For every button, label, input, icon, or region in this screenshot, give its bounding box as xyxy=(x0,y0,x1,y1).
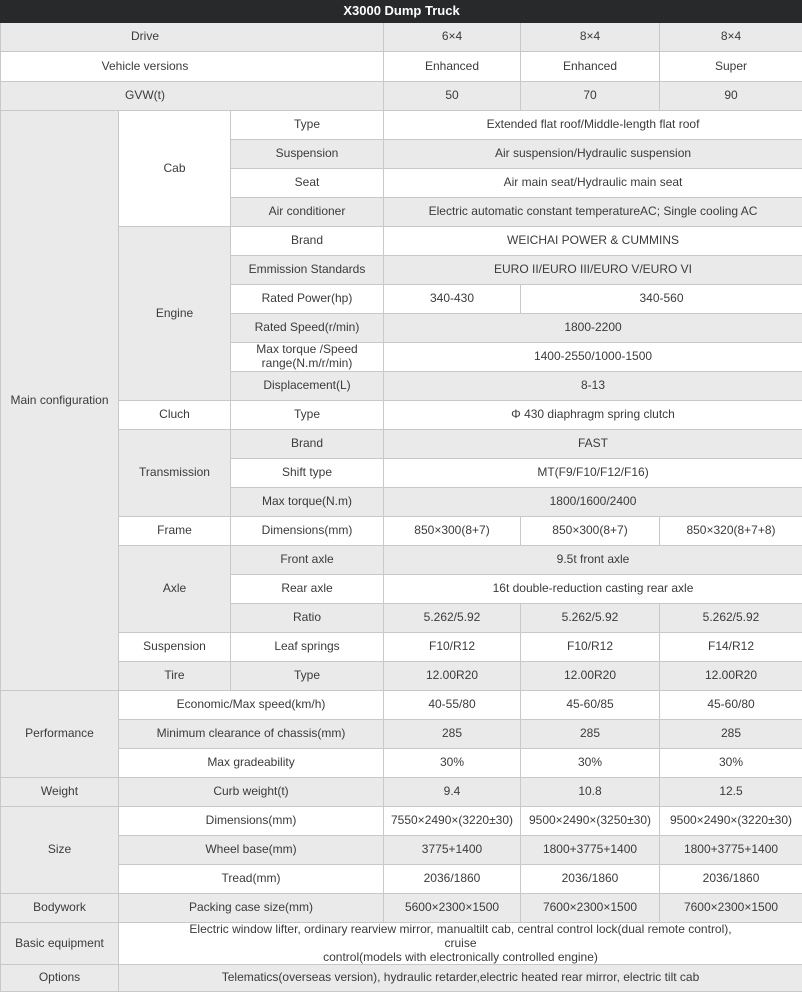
table-row xyxy=(1,82,802,111)
spec-value: 1800+3775+1400 xyxy=(660,836,802,865)
category-cell-performance: Performance xyxy=(1,691,119,778)
spec-value: 90 xyxy=(660,82,802,111)
spec-value: EURO II/EURO III/EURO V/EURO VI xyxy=(384,256,802,285)
spec-label: Ratio xyxy=(231,604,384,633)
category-cell-basic-equipment: Basic equipment xyxy=(1,923,119,965)
table-row xyxy=(1,865,802,894)
category-cell-size: Size xyxy=(1,807,119,894)
spec-label: Air conditioner xyxy=(231,198,384,227)
category-cell-options: Options xyxy=(1,965,119,992)
spec-label: Shift type xyxy=(231,459,384,488)
basic-equipment-line2: control(models with electronically controlled engine) xyxy=(174,951,747,965)
spec-value: Enhanced xyxy=(521,52,660,82)
spec-value: WEICHAI POWER & CUMMINS xyxy=(384,227,802,256)
spec-value: 285 xyxy=(521,720,660,749)
spec-value: F10/R12 xyxy=(384,633,521,662)
spec-value: 8-13 xyxy=(384,372,802,401)
spec-label: Leaf springs xyxy=(231,633,384,662)
spec-value: 8×4 xyxy=(660,23,802,52)
spec-value: 30% xyxy=(521,749,660,778)
spec-label: Emmission Standards xyxy=(231,256,384,285)
spec-label: Seat xyxy=(231,169,384,198)
table-row xyxy=(1,1,802,23)
spec-value: 285 xyxy=(384,720,521,749)
spec-value: 12.5 xyxy=(660,778,802,807)
section-cell-engine: Engine xyxy=(119,227,231,401)
spec-value: 3775+1400 xyxy=(384,836,521,865)
table-row xyxy=(1,749,802,778)
spec-label: Dimensions(mm) xyxy=(119,807,384,836)
table-row xyxy=(1,633,802,662)
spec-label: Brand xyxy=(231,430,384,459)
spec-value: 2036/1860 xyxy=(521,865,660,894)
spec-label: Drive xyxy=(1,23,384,52)
spec-value: Air suspension/Hydraulic suspension xyxy=(384,140,802,169)
spec-value: MT(F9/F10/F12/F16) xyxy=(384,459,802,488)
spec-label: Vehicle versions xyxy=(1,52,384,82)
spec-label: Dimensions(mm) xyxy=(231,517,384,546)
spec-value: 2036/1860 xyxy=(660,865,802,894)
spec-value: 9.4 xyxy=(384,778,521,807)
spec-value: Φ 430 diaphragm spring clutch xyxy=(384,401,802,430)
spec-label: Max torque(N.m) xyxy=(231,488,384,517)
spec-value: 5.262/5.92 xyxy=(521,604,660,633)
spec-value: 1400-2550/1000-1500 xyxy=(384,343,802,372)
table-row xyxy=(1,23,802,52)
spec-value: 340-560 xyxy=(521,285,802,314)
spec-label: Suspension xyxy=(231,140,384,169)
spec-value: 40-55/80 xyxy=(384,691,521,720)
spec-value: 30% xyxy=(384,749,521,778)
basic-equipment-line1: Electric window lifter, ordinary rearview mirror, manualtilt cab, central control lock(dual remote control), cruise xyxy=(174,923,747,951)
spec-value: 5600×2300×1500 xyxy=(384,894,521,923)
spec-value: 2036/1860 xyxy=(384,865,521,894)
spec-label: Type xyxy=(231,401,384,430)
spec-value: Enhanced xyxy=(384,52,521,82)
table-row xyxy=(1,111,802,140)
category-cell-bodywork: Bodywork xyxy=(1,894,119,923)
table-row xyxy=(1,836,802,865)
spec-label: Max gradeability xyxy=(119,749,384,778)
spec-value: 7600×2300×1500 xyxy=(521,894,660,923)
table-row xyxy=(1,720,802,749)
spec-value: 9500×2490×(3250±30) xyxy=(521,807,660,836)
spec-value: 45-60/80 xyxy=(660,691,802,720)
table-row xyxy=(1,401,802,430)
spec-value: Air main seat/Hydraulic main seat xyxy=(384,169,802,198)
spec-value: 10.8 xyxy=(521,778,660,807)
table-row xyxy=(1,691,802,720)
section-cell-cluch: Cluch xyxy=(119,401,231,430)
spec-label: Type xyxy=(231,111,384,140)
spec-value: 70 xyxy=(521,82,660,111)
table-row xyxy=(1,546,802,575)
spec-label: Front axle xyxy=(231,546,384,575)
spec-label: Rear axle xyxy=(231,575,384,604)
table-row xyxy=(1,227,802,256)
table-row xyxy=(1,807,802,836)
spec-label: Packing case size(mm) xyxy=(119,894,384,923)
spec-value: F14/R12 xyxy=(660,633,802,662)
spec-label: Max torque /Speed range(N.m/r/min) xyxy=(231,343,384,372)
spec-value: 1800/1600/2400 xyxy=(384,488,802,517)
spec-value: 7600×2300×1500 xyxy=(660,894,802,923)
table-row xyxy=(1,965,802,992)
spec-value: 30% xyxy=(660,749,802,778)
table-row xyxy=(1,52,802,82)
section-cell-cab: Cab xyxy=(119,111,231,227)
spec-label: Tread(mm) xyxy=(119,865,384,894)
table-title: X3000 Dump Truck xyxy=(1,1,802,23)
spec-value: 16t double-reduction casting rear axle xyxy=(384,575,802,604)
spec-value: 50 xyxy=(384,82,521,111)
spec-value: Telematics(overseas version), hydraulic retarder,electric heated rear mirror, electric tilt cab xyxy=(119,965,802,992)
spec-label: Brand xyxy=(231,227,384,256)
spec-value: 45-60/85 xyxy=(521,691,660,720)
spec-value: 9500×2490×(3220±30) xyxy=(660,807,802,836)
spec-value: Electric automatic constant temperatureAC; Single cooling AC xyxy=(384,198,802,227)
table-row xyxy=(1,517,802,546)
spec-value: 8×4 xyxy=(521,23,660,52)
spec-value: 340-430 xyxy=(384,285,521,314)
spec-value: 850×300(8+7) xyxy=(384,517,521,546)
spec-value: 5.262/5.92 xyxy=(660,604,802,633)
table-row xyxy=(1,430,802,459)
spec-label: Displacement(L) xyxy=(231,372,384,401)
spec-value: 5.262/5.92 xyxy=(384,604,521,633)
spec-value: 6×4 xyxy=(384,23,521,52)
category-cell-weight: Weight xyxy=(1,778,119,807)
spec-value: 285 xyxy=(660,720,802,749)
spec-label: GVW(t) xyxy=(1,82,384,111)
spec-value: 9.5t front axle xyxy=(384,546,802,575)
spec-value: 12.00R20 xyxy=(521,662,660,691)
table-row xyxy=(1,923,802,965)
spec-value: 1800+3775+1400 xyxy=(521,836,660,865)
section-cell-tire: Tire xyxy=(119,662,231,691)
table-row xyxy=(1,894,802,923)
spec-value: Super xyxy=(660,52,802,82)
table-row xyxy=(1,662,802,691)
spec-label: Type xyxy=(231,662,384,691)
section-cell-frame: Frame xyxy=(119,517,231,546)
category-cell-main-configuration: Main configuration xyxy=(1,111,119,691)
spec-label: Rated Speed(r/min) xyxy=(231,314,384,343)
spec-label: Minimum clearance of chassis(mm) xyxy=(119,720,384,749)
spec-value: 12.00R20 xyxy=(660,662,802,691)
spec-label: Wheel base(mm) xyxy=(119,836,384,865)
table-row xyxy=(1,778,802,807)
spec-value: 1800-2200 xyxy=(384,314,802,343)
spec-value: F10/R12 xyxy=(521,633,660,662)
spec-label: Curb weight(t) xyxy=(119,778,384,807)
section-cell-axle: Axle xyxy=(119,546,231,633)
spec-value: Extended flat roof/Middle-length flat roof xyxy=(384,111,802,140)
spec-value: 12.00R20 xyxy=(384,662,521,691)
spec-value: 850×300(8+7) xyxy=(521,517,660,546)
spec-label: Rated Power(hp) xyxy=(231,285,384,314)
section-cell-transmission: Transmission xyxy=(119,430,231,517)
spec-label: Economic/Max speed(km/h) xyxy=(119,691,384,720)
spec-value: 850×320(8+7+8) xyxy=(660,517,802,546)
spec-value: 7550×2490×(3220±30) xyxy=(384,807,521,836)
spec-value: FAST xyxy=(384,430,802,459)
section-cell-suspension: Suspension xyxy=(119,633,231,662)
spec-value xyxy=(119,923,802,965)
